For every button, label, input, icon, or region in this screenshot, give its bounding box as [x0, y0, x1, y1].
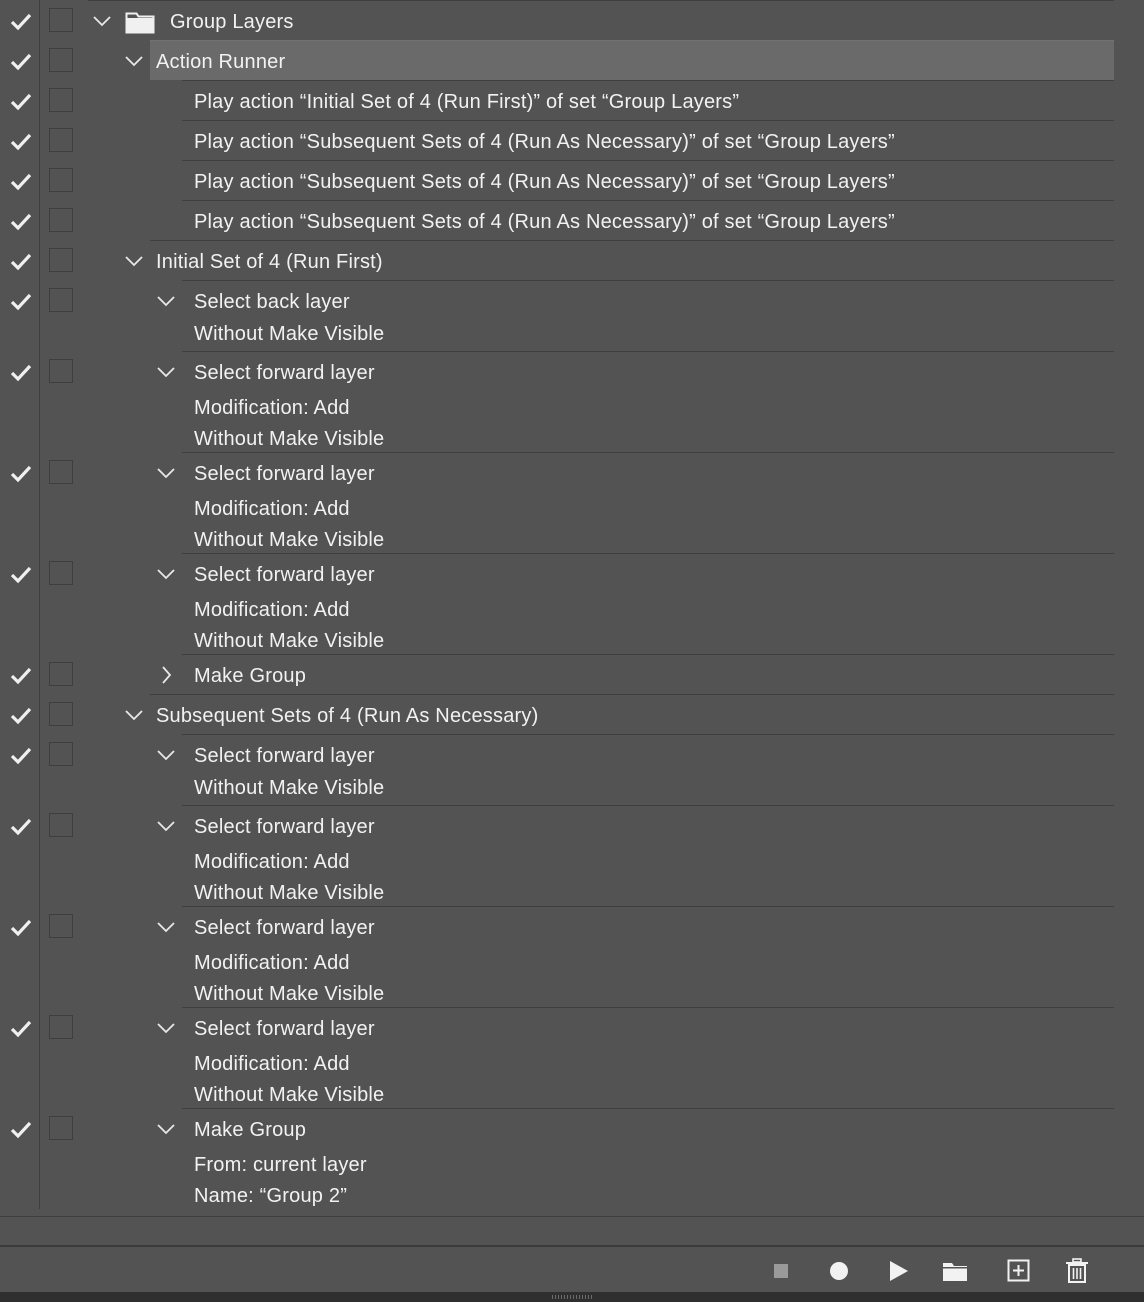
step-detail: Without Make Visible: [194, 529, 385, 551]
row-label: Make Group: [194, 665, 307, 687]
chevron-down-icon[interactable]: [156, 1018, 176, 1038]
step-detail: Without Make Visible: [194, 323, 385, 345]
toggle-item-checkbox[interactable]: [0, 1108, 40, 1209]
step-row[interactable]: [0, 280, 1114, 351]
row-label: Select forward layer: [194, 1018, 375, 1040]
chevron-down-icon[interactable]: [92, 11, 112, 31]
step-row[interactable]: [0, 351, 1114, 452]
step-detail: Name: “Group 2”: [194, 1185, 348, 1207]
row-label: Play action “Subsequent Sets of 4 (Run As Necessary)” of set “Group Layers”: [194, 131, 895, 153]
resize-grip[interactable]: [552, 1295, 592, 1299]
folder-icon: [125, 11, 155, 40]
toggle-dialog-checkbox[interactable]: [49, 742, 73, 766]
toggle-item-checkbox[interactable]: [0, 280, 40, 351]
action-row[interactable]: [0, 240, 1114, 280]
toggle-dialog-checkbox[interactable]: [49, 914, 73, 938]
toggle-item-checkbox[interactable]: [0, 553, 40, 654]
step-row[interactable]: [0, 654, 1114, 694]
step-row[interactable]: [0, 1108, 1114, 1209]
step-row[interactable]: [0, 452, 1114, 553]
checkmark-icon: [10, 173, 32, 191]
row-label: Subsequent Sets of 4 (Run As Necessary): [156, 705, 539, 727]
step-detail: Modification: Add: [194, 1053, 350, 1075]
step-row[interactable]: [0, 553, 1114, 654]
toggle-dialog-checkbox[interactable]: [49, 460, 73, 484]
create-new-action-button[interactable]: [1006, 1258, 1032, 1284]
list-bottom-space: [0, 1216, 1144, 1246]
checkmark-icon: [10, 13, 32, 31]
step-row[interactable]: [0, 805, 1114, 906]
chevron-down-icon[interactable]: [124, 51, 144, 71]
step-row[interactable]: [0, 80, 1114, 120]
toggle-dialog-checkbox[interactable]: [49, 662, 73, 686]
checkmark-icon: [10, 707, 32, 725]
row-label: Select forward layer: [194, 463, 375, 485]
checkmark-icon: [10, 364, 32, 382]
step-row[interactable]: [0, 1007, 1114, 1108]
step-detail: Without Make Visible: [194, 882, 385, 904]
toggle-item-checkbox[interactable]: [0, 805, 40, 906]
step-row[interactable]: [0, 120, 1114, 160]
step-detail: Without Make Visible: [194, 983, 385, 1005]
checkmark-icon: [10, 747, 32, 765]
play-icon: [886, 1258, 912, 1284]
row-content[interactable]: [182, 654, 1114, 694]
checkmark-icon: [10, 93, 32, 111]
toggle-item-checkbox[interactable]: [0, 80, 40, 120]
toggle-dialog-checkbox[interactable]: [49, 88, 73, 112]
row-label: Play action “Subsequent Sets of 4 (Run As Necessary)” of set “Group Layers”: [194, 211, 895, 233]
step-detail: Modification: Add: [194, 952, 350, 974]
toggle-dialog-checkbox[interactable]: [49, 1116, 73, 1140]
toggle-dialog-checkbox[interactable]: [49, 168, 73, 192]
checkmark-icon: [10, 818, 32, 836]
row-label: Select back layer: [194, 291, 350, 313]
action-row[interactable]: [0, 40, 1114, 80]
step-detail: Without Make Visible: [194, 777, 385, 799]
folder-icon: [941, 1258, 969, 1284]
create-new-set-button[interactable]: [941, 1258, 967, 1284]
toggle-dialog-checkbox[interactable]: [49, 248, 73, 272]
action-row[interactable]: [0, 694, 1114, 734]
chevron-down-icon[interactable]: [156, 1119, 176, 1139]
stop-playing-button[interactable]: [769, 1258, 795, 1284]
row-label: Play action “Initial Set of 4 (Run First)” of set “Group Layers”: [194, 91, 740, 113]
checkmark-icon: [10, 293, 32, 311]
chevron-right-icon[interactable]: [156, 665, 176, 685]
actions-toolbar: [0, 1247, 1144, 1292]
checkmark-icon: [10, 253, 32, 271]
row-label: Group Layers: [170, 11, 294, 33]
toggle-dialog-checkbox[interactable]: [49, 359, 73, 383]
row-label: Select forward layer: [194, 362, 375, 384]
toggle-dialog-checkbox[interactable]: [49, 1015, 73, 1039]
toggle-item-checkbox[interactable]: [0, 1007, 40, 1108]
checkmark-icon: [10, 213, 32, 231]
toggle-item-checkbox[interactable]: [0, 120, 40, 160]
panel-bottom-edge: [0, 1292, 1144, 1302]
toggle-dialog-checkbox[interactable]: [49, 48, 73, 72]
step-row[interactable]: [0, 200, 1114, 240]
step-detail: Modification: Add: [194, 851, 350, 873]
step-detail: Without Make Visible: [194, 1084, 385, 1106]
action-set-row[interactable]: [0, 0, 1114, 40]
step-detail: Without Make Visible: [194, 428, 385, 450]
row-label: Select forward layer: [194, 564, 375, 586]
chevron-down-icon[interactable]: [156, 816, 176, 836]
step-row[interactable]: [0, 160, 1114, 200]
toggle-dialog-checkbox[interactable]: [49, 813, 73, 837]
panel-right-margin: [1114, 0, 1144, 1216]
toggle-item-checkbox[interactable]: [0, 160, 40, 200]
toggle-item-checkbox[interactable]: [0, 452, 40, 553]
checkmark-icon: [10, 1020, 32, 1038]
checkmark-icon: [10, 465, 32, 483]
step-detail: Without Make Visible: [194, 630, 385, 652]
toggle-item-checkbox[interactable]: [0, 40, 40, 80]
step-detail: Modification: Add: [194, 599, 350, 621]
toggle-item-checkbox[interactable]: [0, 0, 40, 40]
checkmark-icon: [10, 566, 32, 584]
begin-recording-button[interactable]: [826, 1258, 852, 1284]
toggle-dialog-checkbox[interactable]: [49, 561, 73, 585]
chevron-down-icon[interactable]: [156, 564, 176, 584]
row-label: Action Runner: [156, 51, 286, 73]
toggle-dialog-checkbox[interactable]: [49, 128, 73, 152]
row-label: Initial Set of 4 (Run First): [156, 251, 383, 273]
chevron-down-icon[interactable]: [156, 362, 176, 382]
chevron-down-icon[interactable]: [124, 251, 144, 271]
toggle-dialog-checkbox[interactable]: [49, 8, 73, 32]
toggle-item-checkbox[interactable]: [0, 351, 40, 452]
toggle-item-checkbox[interactable]: [0, 694, 40, 734]
toggle-item-checkbox[interactable]: [0, 906, 40, 1007]
checkmark-icon: [10, 919, 32, 937]
new-item-icon: [1006, 1258, 1032, 1284]
delete-button[interactable]: [1064, 1258, 1090, 1284]
chevron-down-icon[interactable]: [156, 291, 176, 311]
toggle-dialog-checkbox[interactable]: [49, 208, 73, 232]
row-label: Select forward layer: [194, 816, 375, 838]
record-icon: [826, 1258, 852, 1284]
step-row[interactable]: [0, 906, 1114, 1007]
chevron-down-icon[interactable]: [124, 705, 144, 725]
checkmark-icon: [10, 667, 32, 685]
row-label: Make Group: [194, 1119, 307, 1141]
trash-icon: [1064, 1258, 1090, 1284]
toggle-item-checkbox[interactable]: [0, 200, 40, 240]
toggle-dialog-checkbox[interactable]: [49, 702, 73, 726]
row-label: Select forward layer: [194, 745, 375, 767]
stop-icon: [769, 1258, 795, 1284]
checkmark-icon: [10, 1121, 32, 1139]
checkmark-icon: [10, 53, 32, 71]
row-label: Select forward layer: [194, 917, 375, 939]
step-row[interactable]: [0, 734, 1114, 805]
toggle-dialog-checkbox[interactable]: [49, 288, 73, 312]
step-detail: Modification: Add: [194, 397, 350, 419]
toggle-item-checkbox[interactable]: [0, 734, 40, 805]
row-content[interactable]: [150, 40, 1114, 80]
checkmark-icon: [10, 133, 32, 151]
step-detail: From: current layer: [194, 1154, 367, 1176]
chevron-down-icon[interactable]: [156, 463, 176, 483]
chevron-down-icon[interactable]: [156, 917, 176, 937]
chevron-down-icon[interactable]: [156, 745, 176, 765]
toggle-item-checkbox[interactable]: [0, 240, 40, 280]
row-label: Play action “Subsequent Sets of 4 (Run As Necessary)” of set “Group Layers”: [194, 171, 895, 193]
play-selection-button[interactable]: [886, 1258, 912, 1284]
step-detail: Modification: Add: [194, 498, 350, 520]
toggle-item-checkbox[interactable]: [0, 654, 40, 694]
